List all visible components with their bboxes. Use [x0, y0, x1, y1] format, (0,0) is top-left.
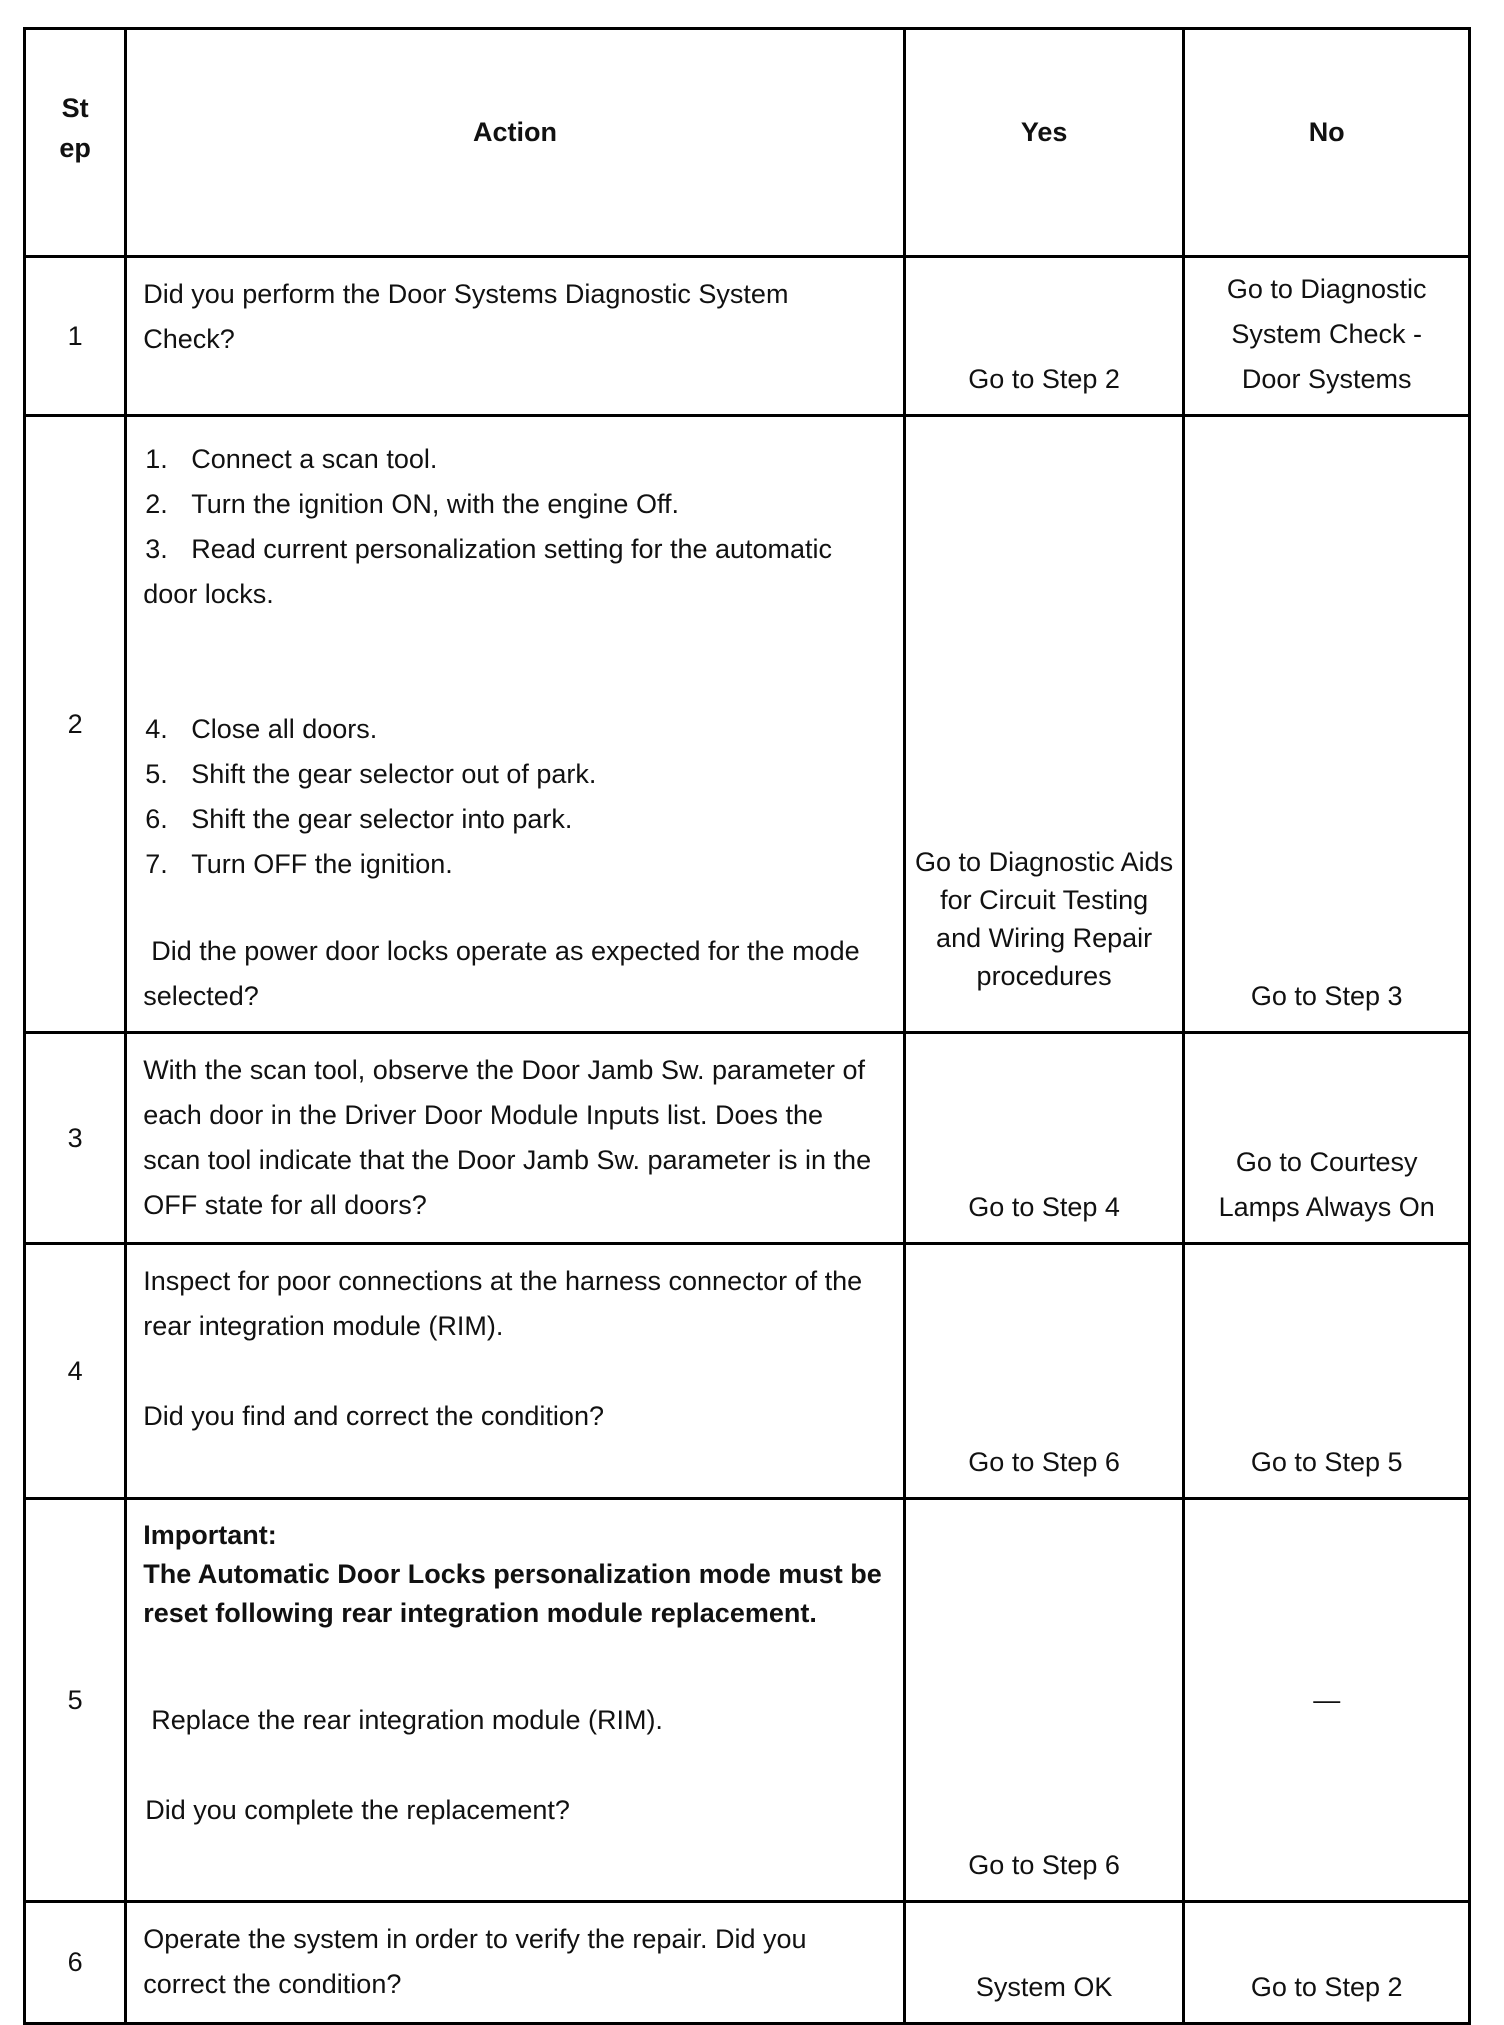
diagnostic-table: [23, 27, 1471, 2025]
step-number: 5: [25, 1499, 126, 1902]
table-row: [25, 416, 1470, 1033]
step-number: 4: [25, 1244, 126, 1499]
step-number: 6: [25, 1902, 126, 2024]
action-cell: [126, 1499, 905, 1902]
action-text: Replace the rear integration module (RIM).: [151, 1705, 663, 1735]
important-label: Important:: [143, 1520, 277, 1550]
yes-cell: Go to Step 6: [904, 1499, 1184, 1902]
list-item: 2. Turn the ignition ON, with the engine Off.: [145, 489, 679, 519]
no-cell: Go to Step 2: [1184, 1902, 1470, 2024]
yes-cell: Go to Step 2: [904, 257, 1184, 416]
important-text: The Automatic Door Locks personalization mode must be reset following rear integration module replacement.: [143, 1559, 882, 1628]
header-yes: Yes: [904, 29, 1184, 257]
step-number: 1: [25, 257, 126, 416]
question-text: Did you find and correct the condition?: [143, 1401, 604, 1431]
table-row: [25, 1244, 1470, 1499]
important-notice: [143, 1516, 887, 1633]
no-cell: Go to Courtesy Lamps Always On: [1184, 1033, 1470, 1244]
diagnostic-table-wrapper: [23, 27, 1471, 2025]
list-item: 3. Read current personalization setting for the automatic door locks.: [143, 534, 833, 609]
action-text: Operate the system in order to verify the repair. Did you correct the condition?: [143, 1924, 807, 1999]
header-no: No: [1184, 29, 1470, 257]
no-cell: Go to Step 3: [1184, 416, 1470, 1033]
header-action: Action: [126, 29, 905, 257]
question-text: Did you complete the replacement?: [145, 1795, 570, 1825]
procedure-list-a: [143, 437, 887, 617]
step-number: 2: [25, 416, 126, 1033]
procedure-list-b: [143, 707, 887, 887]
no-cell: Go to Diagnostic System Check - Door Systems: [1184, 257, 1470, 416]
list-item: 1. Connect a scan tool.: [145, 444, 438, 474]
yes-cell: Go to Diagnostic Aids for Circuit Testing and Wiring Repair procedures: [904, 416, 1184, 1033]
list-item: 5. Shift the gear selector out of park.: [145, 759, 597, 789]
table-row: [25, 1033, 1470, 1244]
action-text: With the scan tool, observe the Door Jamb Sw. parameter of each door in the Driver Door Module Inputs list. Does the scan tool indicate that the Door Jamb Sw. parameter is in the OFF state for all doors?: [143, 1055, 872, 1220]
action-text: Inspect for poor connections at the harness connector of the rear integration module (RIM).: [143, 1266, 863, 1341]
table-row: [25, 257, 1470, 416]
yes-cell: Go to Step 4: [904, 1033, 1184, 1244]
header-row: [25, 29, 1470, 257]
yes-cell: Go to Step 6: [904, 1244, 1184, 1499]
action-text: Did you perform the Door Systems Diagnostic System Check?: [143, 279, 789, 354]
action-cell: [126, 1033, 905, 1244]
action-cell: [126, 1244, 905, 1499]
action-cell: [126, 257, 905, 416]
question-text: Did the power door locks operate as expected for the mode selected?: [143, 936, 860, 1011]
step-number: 3: [25, 1033, 126, 1244]
list-item: 6. Shift the gear selector into park.: [145, 804, 573, 834]
header-step: St ep: [25, 29, 126, 257]
list-item: 7. Turn OFF the ignition.: [145, 849, 453, 879]
no-cell: Go to Step 5: [1184, 1244, 1470, 1499]
yes-cell: System OK: [904, 1902, 1184, 2024]
action-cell: [126, 416, 905, 1033]
table-row: [25, 1499, 1470, 1902]
no-cell: —: [1184, 1499, 1470, 1902]
action-cell: [126, 1902, 905, 2024]
table-row: [25, 1902, 1470, 2024]
list-item: 4. Close all doors.: [145, 714, 378, 744]
